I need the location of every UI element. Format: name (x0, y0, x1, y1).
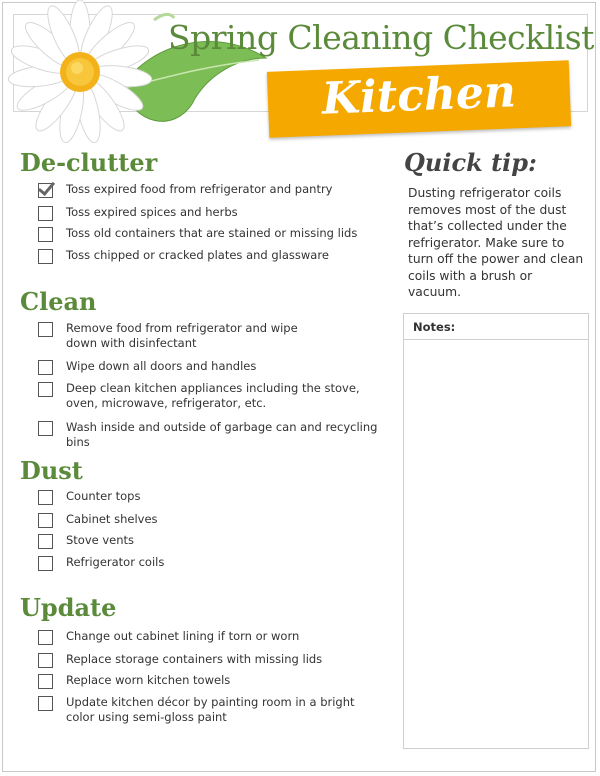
checkbox[interactable] (38, 382, 53, 397)
kitchen-banner (267, 60, 571, 138)
checkbox[interactable] (38, 556, 53, 571)
checklist-item-text: Cabinet shelves (66, 512, 158, 526)
checkbox[interactable] (38, 360, 53, 375)
checkbox[interactable] (38, 322, 53, 337)
kitchen-subtitle: Kitchen (320, 66, 517, 125)
checkbox[interactable] (38, 490, 53, 505)
checkbox[interactable] (38, 249, 53, 264)
checklist-item-text: Replace storage containers with missing lids (66, 652, 323, 666)
page-title: Spring Cleaning Checklist (168, 18, 594, 57)
notes-label: Notes: (404, 314, 588, 340)
checklist-item-text: Update kitchen décor by painting room in a bright color using semi-gloss paint (66, 695, 355, 724)
quick-tip-heading: Quick tip: (404, 148, 537, 177)
section-heading-clean: Clean (20, 287, 97, 316)
checklist-item-text: Change out cabinet lining if torn or worn (66, 629, 300, 643)
checkbox-checked[interactable] (38, 183, 53, 198)
checklist-item-text: Replace worn kitchen towels (66, 673, 231, 687)
checkbox[interactable] (38, 696, 53, 711)
checklist-item-text: Toss expired food from refrigerator and pantry (66, 182, 333, 196)
section-heading-declutter: De-clutter (20, 148, 158, 177)
checklist-item-text: Stove vents (66, 533, 135, 547)
checklist-item-text: Refrigerator coils (66, 555, 165, 569)
daisy-icon (7, 0, 152, 145)
checkbox[interactable] (38, 513, 53, 528)
checkbox[interactable] (38, 421, 53, 436)
quick-tip-body: Dusting refrigerator coils removes most of the dust that’s collected under the refrigerator. Make sure to turn off the power and clean coils with a brush or vacuum. (408, 186, 584, 299)
checklist-item-text: Wash inside and outside of garbage can and recycling bins (66, 420, 378, 449)
checkbox[interactable] (38, 630, 53, 645)
checkbox[interactable] (38, 674, 53, 689)
checkbox[interactable] (38, 534, 53, 549)
checkbox[interactable] (38, 206, 53, 221)
section-heading-update: Update (20, 593, 117, 622)
checkbox[interactable] (38, 653, 53, 668)
checklist-item-text: Remove food from refrigerator and wipe down with disinfectant (66, 321, 298, 350)
checklist-item-text: Toss chipped or cracked plates and glassware (66, 248, 329, 262)
checkbox[interactable] (38, 227, 53, 242)
checklist-item-text: Toss old containers that are stained or missing lids (66, 226, 358, 240)
section-heading-dust: Dust (20, 456, 83, 485)
checklist-item-text: Counter tops (66, 489, 141, 503)
checklist-item-text: Wipe down all doors and handles (66, 359, 257, 373)
checklist-item-text: Deep clean kitchen appliances including the stove, oven, microwave, refrigerator, etc. (66, 381, 360, 410)
notes-box[interactable] (403, 313, 589, 749)
checklist-item-text: Toss expired spices and herbs (66, 205, 238, 219)
